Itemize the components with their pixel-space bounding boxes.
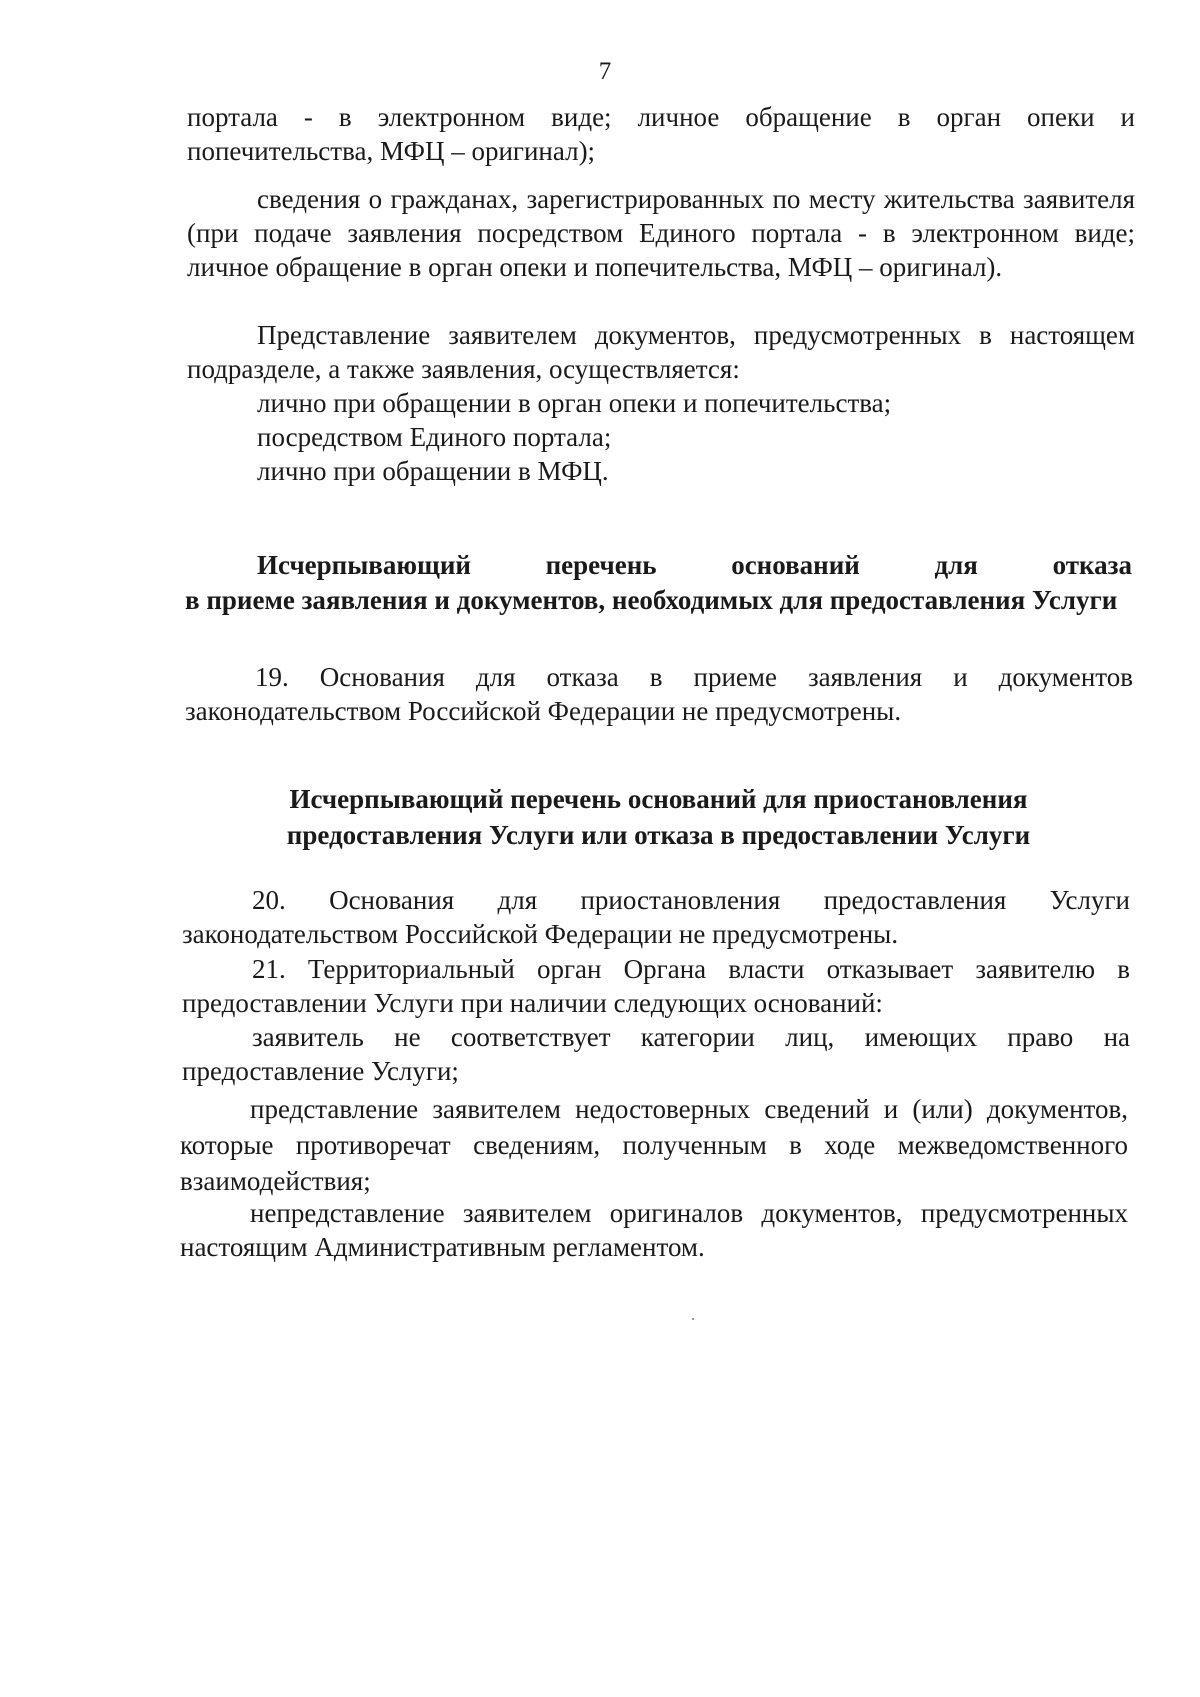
paragraph-19: 19. Основания для отказа в приеме заявления и документов законодательством Российской Федерации не предусмотрены. (185, 662, 1133, 726)
paragraph-submission-methods: Представление заявителем документов, предусмотренных в настоящем подразделе, а также заявления, осуществляется: (187, 320, 1135, 384)
list-item-in-person-guardianship: лично при обращении в орган опеки и попечительства; (257, 388, 892, 418)
list-item-unified-portal: посредством Единого портала; (257, 422, 612, 452)
section2-heading-line2: предоставления Услуги или отказа в предоставлении Услуги (286, 820, 1031, 850)
refusal-ground-no-originals: непредставление заявителем оригиналов документов, предусмотренных настоящим Административным регламентом. (180, 1198, 1128, 1262)
refusal-ground-category: заявитель не соответствует категории лиц, имеющих право на предоставление Услуги; (182, 1022, 1130, 1086)
section1-heading-line1: Исчерпывающий перечень оснований для отказа (257, 550, 1132, 580)
paragraph-citizens-info: сведения о гражданах, зарегистрированных по месту жительства заявителя (при подаче заявления посредством Единого портала - в электронном виде; личное обращение в орган опеки и попечительства, МФЦ – оригинал). (187, 184, 1135, 282)
paragraph-20: 20. Основания для приостановления предоставления Услуги законодательством Российской Федерации не предусмотрены. (182, 885, 1130, 949)
list-item-in-person-mfc: лично при обращении в МФЦ. (257, 456, 609, 486)
paragraph-21: 21. Территориальный орган Органа власти отказывает заявителю в предоставлении Услуги при наличии следующих оснований: (182, 954, 1130, 1018)
section1-heading-line2: в приеме заявления и документов, необходимых для предоставления Услуги (185, 585, 1118, 615)
refusal-ground-false-info: представление заявителем недостоверных сведений и (или) документов, которые противоречат сведениям, полученным в ходе межведомственного взаимодействия; (180, 1094, 1128, 1196)
section2-heading-line1: Исчерпывающий перечень оснований для приостановления (289, 784, 1028, 814)
scan-dot (692, 1318, 694, 1320)
page-number: 7 (598, 58, 612, 85)
paragraph-portal-continuation: портала - в электронном виде; личное обращение в орган опеки и попечительства, МФЦ – оригинал); (187, 102, 1135, 166)
